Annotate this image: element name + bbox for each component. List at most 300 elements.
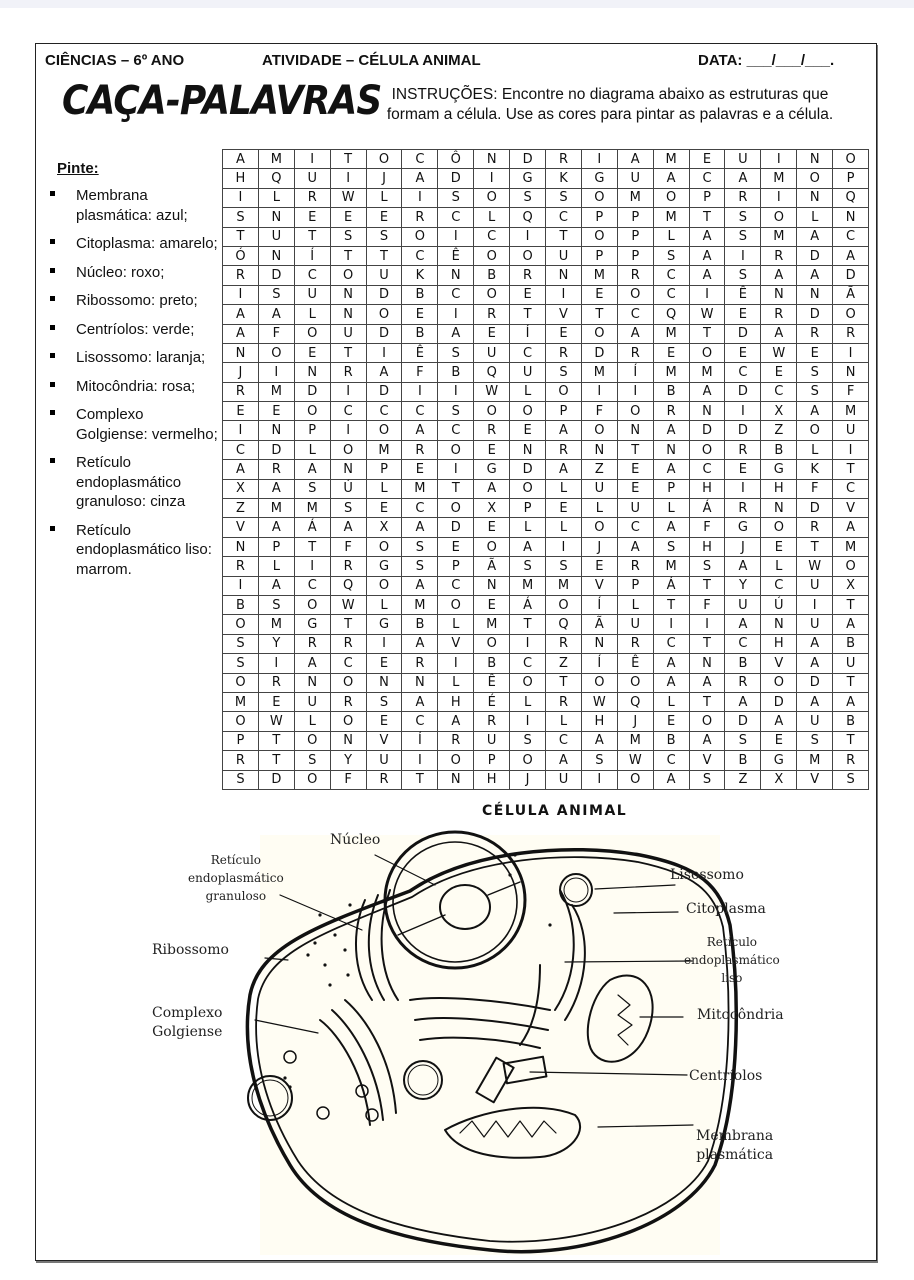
grid-cell[interactable]: O [581, 324, 617, 343]
grid-cell[interactable]: I [258, 654, 294, 673]
grid-cell[interactable]: T [689, 634, 725, 653]
grid-cell[interactable]: K [797, 460, 833, 479]
grid-cell[interactable]: T [546, 227, 582, 246]
grid-cell[interactable]: J [510, 770, 546, 789]
grid-cell[interactable]: A [546, 460, 582, 479]
grid-cell[interactable]: S [258, 285, 294, 304]
grid-cell[interactable]: R [833, 751, 869, 770]
grid-cell[interactable]: R [330, 557, 366, 576]
grid-cell[interactable]: A [223, 305, 259, 324]
grid-cell[interactable]: D [797, 246, 833, 265]
grid-cell[interactable]: L [294, 440, 330, 459]
grid-cell[interactable]: V [833, 499, 869, 518]
grid-cell[interactable]: U [617, 615, 653, 634]
grid-cell[interactable]: S [294, 479, 330, 498]
grid-cell[interactable]: Q [510, 208, 546, 227]
grid-cell[interactable]: S [653, 246, 689, 265]
grid-cell[interactable]: A [581, 731, 617, 750]
grid-cell[interactable]: E [510, 285, 546, 304]
grid-cell[interactable]: R [725, 499, 761, 518]
grid-cell[interactable]: R [223, 382, 259, 401]
grid-cell[interactable]: M [797, 751, 833, 770]
grid-cell[interactable]: O [438, 595, 474, 614]
grid-cell[interactable]: A [294, 460, 330, 479]
grid-cell[interactable]: T [689, 208, 725, 227]
grid-cell[interactable]: N [510, 440, 546, 459]
grid-cell[interactable]: L [438, 673, 474, 692]
grid-cell[interactable]: O [761, 673, 797, 692]
grid-cell[interactable]: Ú [330, 479, 366, 498]
grid-cell[interactable]: L [653, 499, 689, 518]
grid-cell[interactable]: G [366, 615, 402, 634]
grid-cell[interactable]: P [510, 499, 546, 518]
grid-cell[interactable]: O [294, 402, 330, 421]
grid-cell[interactable]: D [438, 518, 474, 537]
grid-cell[interactable]: U [725, 150, 761, 169]
grid-cell[interactable]: C [725, 634, 761, 653]
grid-cell[interactable]: O [617, 673, 653, 692]
grid-cell[interactable]: U [546, 770, 582, 789]
grid-cell[interactable]: R [294, 634, 330, 653]
grid-cell[interactable]: O [474, 246, 510, 265]
grid-cell[interactable]: D [366, 382, 402, 401]
grid-cell[interactable]: T [546, 673, 582, 692]
grid-cell[interactable]: U [797, 576, 833, 595]
grid-cell[interactable]: I [581, 150, 617, 169]
grid-cell[interactable]: T [689, 576, 725, 595]
grid-cell[interactable]: D [258, 770, 294, 789]
grid-cell[interactable]: S [797, 382, 833, 401]
grid-cell[interactable]: R [797, 518, 833, 537]
grid-cell[interactable]: C [438, 576, 474, 595]
grid-cell[interactable]: R [725, 440, 761, 459]
grid-cell[interactable]: Q [474, 363, 510, 382]
grid-cell[interactable]: R [402, 208, 438, 227]
grid-cell[interactable]: C [617, 305, 653, 324]
grid-cell[interactable]: W [330, 595, 366, 614]
grid-cell[interactable]: M [223, 692, 259, 711]
grid-cell[interactable]: A [294, 654, 330, 673]
grid-cell[interactable]: O [474, 285, 510, 304]
grid-cell[interactable]: D [797, 499, 833, 518]
grid-cell[interactable]: O [258, 343, 294, 362]
grid-cell[interactable]: C [294, 266, 330, 285]
grid-cell[interactable]: R [725, 673, 761, 692]
grid-cell[interactable]: J [366, 169, 402, 188]
grid-cell[interactable]: O [294, 324, 330, 343]
grid-cell[interactable]: Y [725, 576, 761, 595]
grid-cell[interactable]: D [510, 150, 546, 169]
grid-cell[interactable]: D [366, 324, 402, 343]
grid-cell[interactable]: X [474, 499, 510, 518]
grid-cell[interactable]: O [689, 440, 725, 459]
grid-cell[interactable]: E [725, 460, 761, 479]
grid-cell[interactable]: N [438, 266, 474, 285]
grid-cell[interactable]: T [258, 731, 294, 750]
grid-cell[interactable]: I [223, 285, 259, 304]
grid-cell[interactable]: I [438, 305, 474, 324]
grid-cell[interactable]: N [797, 188, 833, 207]
grid-cell[interactable]: C [617, 518, 653, 537]
grid-cell[interactable]: M [833, 537, 869, 556]
grid-cell[interactable]: I [223, 188, 259, 207]
grid-cell[interactable]: E [546, 499, 582, 518]
grid-cell[interactable]: M [258, 615, 294, 634]
grid-cell[interactable]: L [474, 208, 510, 227]
grid-cell[interactable]: U [833, 421, 869, 440]
grid-cell[interactable]: P [653, 479, 689, 498]
grid-cell[interactable]: A [653, 673, 689, 692]
grid-cell[interactable]: I [617, 382, 653, 401]
grid-cell[interactable]: R [797, 324, 833, 343]
grid-cell[interactable]: D [510, 460, 546, 479]
grid-cell[interactable]: N [761, 615, 797, 634]
grid-cell[interactable]: F [330, 770, 366, 789]
grid-cell[interactable]: O [833, 150, 869, 169]
grid-cell[interactable]: N [833, 363, 869, 382]
grid-cell[interactable]: U [617, 499, 653, 518]
grid-cell[interactable]: M [581, 363, 617, 382]
grid-cell[interactable]: R [617, 343, 653, 362]
grid-cell[interactable]: N [330, 731, 366, 750]
grid-cell[interactable]: O [366, 305, 402, 324]
grid-cell[interactable]: O [223, 712, 259, 731]
grid-cell[interactable]: I [366, 634, 402, 653]
grid-cell[interactable]: N [366, 673, 402, 692]
grid-cell[interactable]: C [546, 208, 582, 227]
grid-cell[interactable]: F [581, 402, 617, 421]
grid-cell[interactable]: J [223, 363, 259, 382]
grid-cell[interactable]: M [402, 595, 438, 614]
grid-cell[interactable]: S [510, 188, 546, 207]
grid-cell[interactable]: O [653, 188, 689, 207]
grid-cell[interactable]: S [223, 634, 259, 653]
grid-cell[interactable]: D [258, 440, 294, 459]
grid-cell[interactable]: L [797, 440, 833, 459]
grid-cell[interactable]: Ô [438, 150, 474, 169]
grid-cell[interactable]: A [366, 363, 402, 382]
grid-cell[interactable]: X [223, 479, 259, 498]
grid-cell[interactable]: E [689, 150, 725, 169]
grid-cell[interactable]: L [366, 479, 402, 498]
grid-cell[interactable]: E [761, 363, 797, 382]
grid-cell[interactable]: Ã [833, 285, 869, 304]
grid-cell[interactable]: A [653, 421, 689, 440]
grid-cell[interactable]: N [330, 285, 366, 304]
grid-cell[interactable]: J [581, 537, 617, 556]
grid-cell[interactable]: Á [653, 576, 689, 595]
grid-cell[interactable]: M [258, 382, 294, 401]
grid-cell[interactable]: J [617, 712, 653, 731]
grid-cell[interactable]: N [402, 673, 438, 692]
grid-cell[interactable]: S [725, 266, 761, 285]
grid-cell[interactable]: C [474, 227, 510, 246]
grid-cell[interactable]: E [474, 324, 510, 343]
grid-cell[interactable]: U [258, 227, 294, 246]
grid-cell[interactable]: N [438, 770, 474, 789]
grid-cell[interactable]: H [761, 634, 797, 653]
grid-cell[interactable]: S [366, 692, 402, 711]
grid-cell[interactable]: S [653, 537, 689, 556]
grid-cell[interactable]: P [474, 751, 510, 770]
grid-cell[interactable]: T [833, 460, 869, 479]
grid-cell[interactable]: O [438, 440, 474, 459]
grid-cell[interactable]: T [402, 770, 438, 789]
grid-cell[interactable]: V [438, 634, 474, 653]
grid-cell[interactable]: R [761, 305, 797, 324]
grid-cell[interactable]: D [294, 382, 330, 401]
grid-cell[interactable]: U [797, 615, 833, 634]
grid-cell[interactable]: Ã [474, 557, 510, 576]
grid-cell[interactable]: B [653, 382, 689, 401]
grid-cell[interactable]: O [474, 188, 510, 207]
grid-cell[interactable]: R [617, 557, 653, 576]
grid-cell[interactable]: O [581, 518, 617, 537]
grid-cell[interactable]: C [653, 751, 689, 770]
grid-cell[interactable]: O [617, 285, 653, 304]
grid-cell[interactable]: Í [294, 246, 330, 265]
grid-cell[interactable]: I [725, 246, 761, 265]
grid-cell[interactable]: U [510, 363, 546, 382]
grid-cell[interactable]: I [510, 634, 546, 653]
grid-cell[interactable]: C [725, 363, 761, 382]
grid-cell[interactable]: X [833, 576, 869, 595]
grid-cell[interactable]: M [294, 499, 330, 518]
grid-cell[interactable]: L [258, 188, 294, 207]
grid-cell[interactable]: S [797, 363, 833, 382]
grid-cell[interactable]: E [617, 460, 653, 479]
grid-cell[interactable]: P [617, 227, 653, 246]
grid-cell[interactable]: A [761, 266, 797, 285]
grid-cell[interactable]: N [258, 208, 294, 227]
grid-cell[interactable]: R [330, 634, 366, 653]
grid-cell[interactable]: Ê [617, 654, 653, 673]
grid-cell[interactable]: A [653, 169, 689, 188]
grid-cell[interactable]: W [258, 712, 294, 731]
grid-cell[interactable]: C [223, 440, 259, 459]
grid-cell[interactable]: N [689, 654, 725, 673]
grid-cell[interactable]: C [546, 731, 582, 750]
grid-cell[interactable]: U [474, 343, 510, 362]
grid-cell[interactable]: A [689, 227, 725, 246]
grid-cell[interactable]: M [761, 169, 797, 188]
grid-cell[interactable]: O [294, 595, 330, 614]
grid-cell[interactable]: B [653, 731, 689, 750]
grid-cell[interactable]: U [294, 169, 330, 188]
grid-cell[interactable]: L [366, 595, 402, 614]
grid-cell[interactable]: M [402, 479, 438, 498]
grid-cell[interactable]: M [653, 208, 689, 227]
grid-cell[interactable]: E [294, 208, 330, 227]
grid-cell[interactable]: C [402, 402, 438, 421]
grid-cell[interactable]: K [546, 169, 582, 188]
grid-cell[interactable]: O [366, 576, 402, 595]
grid-cell[interactable]: I [689, 285, 725, 304]
grid-cell[interactable]: S [330, 227, 366, 246]
grid-cell[interactable]: E [223, 402, 259, 421]
grid-cell[interactable]: I [402, 382, 438, 401]
grid-cell[interactable]: N [223, 343, 259, 362]
grid-cell[interactable]: N [294, 673, 330, 692]
grid-cell[interactable]: L [546, 518, 582, 537]
grid-cell[interactable]: S [330, 499, 366, 518]
grid-cell[interactable]: Á [689, 499, 725, 518]
grid-cell[interactable]: G [725, 518, 761, 537]
grid-cell[interactable]: I [438, 227, 474, 246]
grid-cell[interactable]: A [653, 770, 689, 789]
grid-cell[interactable]: Ê [474, 673, 510, 692]
grid-cell[interactable]: C [689, 460, 725, 479]
grid-cell[interactable]: T [617, 440, 653, 459]
grid-cell[interactable]: L [510, 692, 546, 711]
grid-cell[interactable]: B [438, 363, 474, 382]
grid-cell[interactable]: E [761, 537, 797, 556]
grid-cell[interactable]: P [833, 169, 869, 188]
grid-cell[interactable]: P [546, 402, 582, 421]
grid-cell[interactable]: M [761, 227, 797, 246]
grid-cell[interactable]: R [546, 634, 582, 653]
grid-cell[interactable]: J [725, 537, 761, 556]
grid-cell[interactable]: E [402, 460, 438, 479]
grid-cell[interactable]: Q [546, 615, 582, 634]
grid-cell[interactable]: C [438, 285, 474, 304]
grid-cell[interactable]: I [833, 440, 869, 459]
grid-cell[interactable]: A [438, 712, 474, 731]
grid-cell[interactable]: O [617, 770, 653, 789]
grid-cell[interactable]: O [438, 499, 474, 518]
grid-cell[interactable]: S [581, 751, 617, 770]
grid-cell[interactable]: N [617, 421, 653, 440]
grid-cell[interactable]: U [546, 246, 582, 265]
grid-cell[interactable]: Ê [402, 343, 438, 362]
grid-cell[interactable]: D [833, 266, 869, 285]
grid-cell[interactable]: R [223, 751, 259, 770]
grid-cell[interactable]: S [366, 227, 402, 246]
grid-cell[interactable]: D [725, 421, 761, 440]
grid-cell[interactable]: A [402, 692, 438, 711]
grid-cell[interactable]: A [223, 460, 259, 479]
grid-cell[interactable]: R [474, 305, 510, 324]
grid-cell[interactable]: N [474, 576, 510, 595]
grid-cell[interactable]: E [258, 692, 294, 711]
grid-cell[interactable]: O [689, 343, 725, 362]
grid-cell[interactable]: P [294, 421, 330, 440]
grid-cell[interactable]: F [258, 324, 294, 343]
grid-cell[interactable]: L [366, 188, 402, 207]
grid-cell[interactable]: C [833, 479, 869, 498]
grid-cell[interactable]: Q [653, 305, 689, 324]
grid-cell[interactable]: L [797, 208, 833, 227]
grid-cell[interactable]: A [474, 479, 510, 498]
grid-cell[interactable]: O [833, 305, 869, 324]
grid-cell[interactable]: R [438, 731, 474, 750]
grid-cell[interactable]: M [258, 150, 294, 169]
grid-cell[interactable]: R [510, 266, 546, 285]
grid-cell[interactable]: I [366, 343, 402, 362]
grid-cell[interactable]: E [653, 343, 689, 362]
grid-cell[interactable]: U [617, 169, 653, 188]
grid-cell[interactable]: O [474, 402, 510, 421]
grid-cell[interactable]: N [294, 363, 330, 382]
grid-cell[interactable]: Q [833, 188, 869, 207]
grid-cell[interactable]: Ú [761, 595, 797, 614]
grid-cell[interactable]: T [330, 246, 366, 265]
grid-cell[interactable]: I [725, 479, 761, 498]
grid-cell[interactable]: H [474, 770, 510, 789]
grid-cell[interactable]: W [797, 557, 833, 576]
grid-cell[interactable]: A [617, 150, 653, 169]
grid-cell[interactable]: A [833, 246, 869, 265]
grid-cell[interactable]: A [833, 518, 869, 537]
grid-cell[interactable]: I [438, 654, 474, 673]
grid-cell[interactable]: P [258, 537, 294, 556]
grid-cell[interactable]: U [797, 712, 833, 731]
grid-cell[interactable]: K [402, 266, 438, 285]
grid-cell[interactable]: I [546, 537, 582, 556]
grid-cell[interactable]: Á [510, 595, 546, 614]
grid-cell[interactable]: S [223, 654, 259, 673]
grid-cell[interactable]: R [223, 557, 259, 576]
grid-cell[interactable]: S [689, 770, 725, 789]
grid-cell[interactable]: S [438, 402, 474, 421]
grid-cell[interactable]: R [330, 363, 366, 382]
grid-cell[interactable]: D [438, 169, 474, 188]
grid-cell[interactable]: L [546, 479, 582, 498]
grid-cell[interactable]: H [223, 169, 259, 188]
grid-cell[interactable]: U [833, 654, 869, 673]
grid-cell[interactable]: Ê [725, 285, 761, 304]
grid-cell[interactable]: S [510, 731, 546, 750]
grid-cell[interactable]: A [797, 266, 833, 285]
grid-cell[interactable]: C [402, 499, 438, 518]
grid-cell[interactable]: I [223, 576, 259, 595]
grid-cell[interactable]: F [330, 537, 366, 556]
grid-cell[interactable]: N [223, 537, 259, 556]
grid-cell[interactable]: O [294, 731, 330, 750]
grid-cell[interactable]: O [223, 615, 259, 634]
grid-cell[interactable]: M [546, 576, 582, 595]
grid-cell[interactable]: N [689, 402, 725, 421]
grid-cell[interactable]: C [402, 150, 438, 169]
grid-cell[interactable]: Z [761, 421, 797, 440]
grid-cell[interactable]: I [438, 382, 474, 401]
grid-cell[interactable]: T [653, 595, 689, 614]
grid-cell[interactable]: P [366, 460, 402, 479]
grid-cell[interactable]: G [761, 751, 797, 770]
grid-cell[interactable]: E [474, 440, 510, 459]
grid-cell[interactable]: A [689, 266, 725, 285]
grid-cell[interactable]: E [258, 402, 294, 421]
grid-cell[interactable]: S [546, 557, 582, 576]
grid-cell[interactable]: T [258, 751, 294, 770]
grid-cell[interactable]: S [725, 731, 761, 750]
grid-cell[interactable]: S [223, 208, 259, 227]
grid-cell[interactable]: C [653, 285, 689, 304]
grid-cell[interactable]: L [438, 615, 474, 634]
grid-cell[interactable]: S [797, 731, 833, 750]
grid-cell[interactable]: A [689, 673, 725, 692]
grid-cell[interactable]: B [725, 654, 761, 673]
grid-cell[interactable]: N [797, 285, 833, 304]
grid-cell[interactable]: T [366, 246, 402, 265]
grid-cell[interactable]: E [761, 731, 797, 750]
grid-cell[interactable]: W [330, 188, 366, 207]
grid-cell[interactable]: R [617, 266, 653, 285]
grid-cell[interactable]: U [474, 731, 510, 750]
grid-cell[interactable]: R [617, 634, 653, 653]
grid-cell[interactable]: R [833, 324, 869, 343]
grid-cell[interactable]: C [330, 654, 366, 673]
